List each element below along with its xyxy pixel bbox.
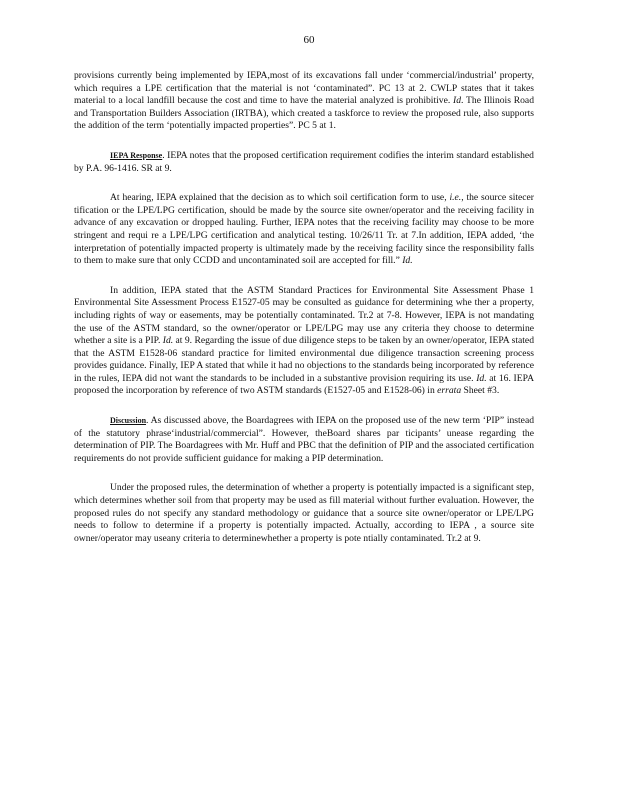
- citation-text: Id.: [476, 372, 487, 384]
- paragraph-p3: [74, 192, 534, 268]
- document-body: [74, 70, 534, 562]
- paragraph-text: , the source sitecer tification or the LPE/LPG certification, should be made by the source site owner/operator and the receiving facility in advance of any excavation or dropped hauling. Further, IEPA notes that the receiving facility may choose to be more stringent and requi re a LPE/LPG certification and analytical testing. 10/26/11 Tr. at 7.In addition, IEPA added, ‘the interpretation of potentially impacted property is ultimately made by the receiving facility since the responsibility falls to them to make sure that only CCDD and uncontaminated soil are accepted for fill.”: [74, 192, 534, 267]
- citation-text: Id.: [162, 335, 174, 347]
- paragraph-text: . As discussed above, the Boardagrees with IEPA on the proposed use of the new term ‘PIP” instead of the statutory phrase‘industrial/commercial”. However, theBoard shares par ticipants’ unease regarding the determination of PIP. The Boardagrees with Mr. Huff and PBC that the definition of PIP and the associated certification requirements do not provide sufficient guidance for making a PIP determination.: [74, 415, 534, 464]
- section-label: IEPA Response: [110, 150, 163, 160]
- citation-text: errata: [437, 385, 462, 397]
- paragraph-p4: [74, 285, 534, 398]
- paragraph-text: Sheet #3.: [461, 385, 500, 397]
- paragraph-text: . IEPA notes that the proposed certification requirement codifies the interim standard established by P.A. 96-1416. SR at 9.: [74, 149, 534, 174]
- paragraph-text: In addition, IEPA stated that the ASTM Standard Practices for Environmental Site Assessment Phase 1 Environmental Site Assessment Process E1527-05 may be consulted as guidance for determining whe ther a property, including rights of way or easements, may be potentially contaminated. Tr.2 at 7-8. However, IEPA is not mandating the use of the ASTM standard, so the owner/operator or LPE/LPG may use any criteria they choose to determine whether a site is a PIP.: [74, 284, 534, 347]
- paragraph-p2: [74, 150, 534, 175]
- citation-text: i.e.: [449, 192, 462, 204]
- paragraph-p6: [74, 482, 534, 545]
- paragraph-text: provisions currently being implemented by IEPA,most of its excavations fall under ‘commercial/industrial’ property, which requires a LPE certification that the material is not ‘contaminated”. PC 13 at 2. CWLP states that it takes material to a local landfill because the cost and time to have the material analyzed is prohibitive.: [74, 70, 534, 107]
- paragraph-text: Under the proposed rules, the determination of whether a property is potentially impacted is a significant step, which determines whether soil from that property may be used as fill material without further evaluation. However, the proposed rules do not specify any standard methodology or guidance that a source site owner/operator or LPE/LPG needs to follow to determine if a property is potentially impacted. Actually, according to IEPA , a source site owner/operator may useany criteria to determinewhether a property is pote ntially contaminated. Tr.2 at 9.: [74, 482, 534, 544]
- paragraph-text: . The Illinois Road and Transportation Builders Association (IRTBA), which created a taskforce to review the proposed rule, also supports the addition of the term ‘potentially impacted properties”. PC 5 at 1.: [74, 95, 534, 132]
- citation-text: Id.: [402, 255, 413, 267]
- section-label: Discussion: [110, 416, 147, 426]
- page-number: 60: [303, 34, 315, 46]
- paragraph-p5: [74, 415, 534, 465]
- citation-text: Id: [453, 95, 462, 107]
- paragraph-p1: [74, 70, 534, 133]
- paragraph-text: at 16. IEPA proposed the incorporation by reference of two ASTM standards (E1527-05 and E1528-06) in: [74, 372, 534, 397]
- paragraph-text: At hearing, IEPA explained that the decision as to which soil certification form to use,: [110, 192, 450, 204]
- paragraph-text: at 9. Regarding the issue of due diligence steps to be taken by an owner/operator, IEPA stated that the ASTM E1528-06 standard practice for limited environmental due diligence transaction screening process provides guidance. Finally, IEP A stated that while it had no objections to the standards being incorporated by reference in the rules, IEPA did not want the standards to be included in a substantive provision requiring its use.: [74, 335, 534, 384]
